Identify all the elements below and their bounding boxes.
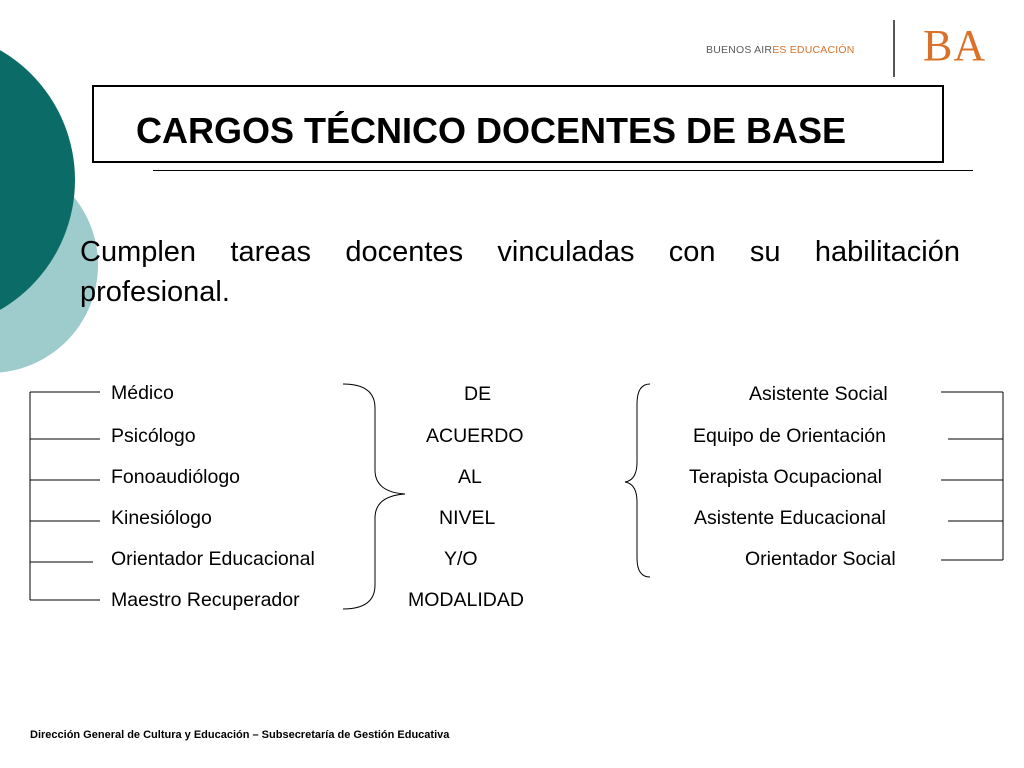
left-curly-brace bbox=[343, 384, 405, 609]
page-title: CARGOS TÉCNICO DOCENTES DE BASE bbox=[136, 110, 847, 151]
left-list-item: Médico bbox=[111, 382, 174, 404]
right-curly-brace bbox=[625, 384, 650, 577]
ba-logo: BA bbox=[923, 21, 987, 70]
middle-list-item: MODALIDAD bbox=[408, 589, 524, 611]
logo-text-part1: BUENOS AIR bbox=[706, 44, 773, 56]
left-list-item: Fonoaudiólogo bbox=[111, 466, 241, 488]
logo-text-part2: ES EDUCACIÓN bbox=[772, 44, 855, 56]
middle-list-item: DE bbox=[464, 383, 492, 405]
middle-list-item: NIVEL bbox=[439, 507, 496, 529]
right-list-item: Equipo de Orientación bbox=[693, 425, 886, 447]
left-list-item: Maestro Recuperador bbox=[111, 589, 300, 611]
intro-paragraph: Cumplen tareas docentes vinculadas con su habilitación profesional. bbox=[80, 236, 960, 308]
right-list-item: Orientador Social bbox=[745, 548, 896, 570]
right-list-item: Terapista Ocupacional bbox=[689, 466, 882, 488]
middle-list-item: ACUERDO bbox=[426, 425, 524, 447]
middle-list-item: AL bbox=[458, 466, 482, 488]
left-list-item: Psicólogo bbox=[111, 425, 196, 447]
left-list-item: Orientador Educacional bbox=[111, 548, 315, 570]
left-list-item: Kinesiólogo bbox=[111, 507, 212, 529]
footer-text: Dirección General de Cultura y Educación – Subsecretaría de Gestión Educativa bbox=[30, 729, 450, 741]
right-list-item: Asistente Educacional bbox=[694, 507, 886, 529]
middle-list-item: Y/O bbox=[444, 548, 478, 570]
right-list-item: Asistente Social bbox=[749, 383, 888, 405]
